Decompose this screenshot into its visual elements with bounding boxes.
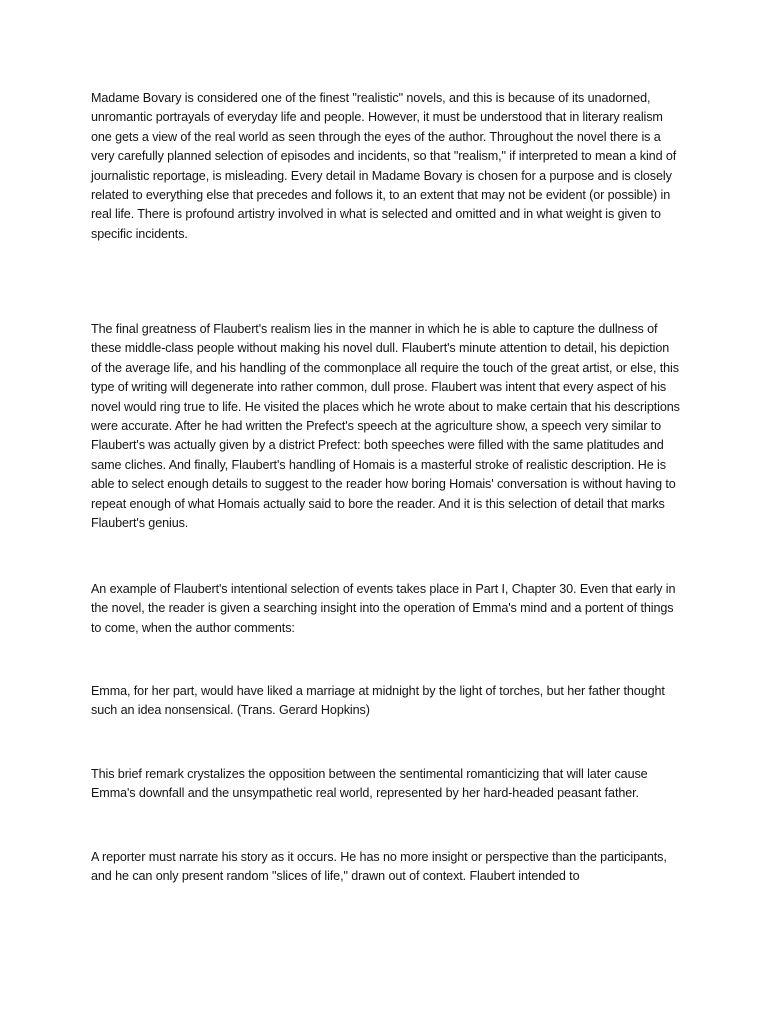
paragraph-flaubert-greatness: The final greatness of Flaubert's realism lies in the manner in which he is able to capture the dullness of these middle-class people without making his novel dull. Flaubert's minute attention to detail, his depiction of the average life, and his handling of the commonplace all require the touch of the great artist, or else, this type of writing will degenerate into rather common, dull prose. Flaubert was intent that every aspect of his novel would ring true to life. He visited the places which he wrote about to make certain that his descriptions were accurate. After he had written the Prefect's speech at the agriculture show, a speech very similar to Flaubert's was actually given by a district Prefect: both speeches were filled with the same platitudes and same cliches. And finally, Flaubert's handling of Homais is a masterful stroke of realistic description. He is able to select enough details to suggest to the reader how boring Homais' conversation is without having to repeat enough of what Homais actually said to bore the reader. And it is this selection of detail that marks Flaubert's genius. <box>91 322 680 531</box>
paragraph-quotation: Emma, for her part, would have liked a marriage at midnight by the light of torches, but her father thought such an idea nonsensical. (Trans. Gerard Hopkins) <box>91 684 665 718</box>
paragraph-realism-intro: Madame Bovary is considered one of the finest "realistic" novels, and this is because of its unadorned, unromantic portrayals of everyday life and people. However, it must be understood that in literary realism one gets a view of the real world as seen through the eyes of the author. Throughout the novel there is a very carefully planned selection of episodes and incidents, so that "realism," if interpreted to mean a kind of journalistic reportage, is misleading. Every detail in Madame Bovary is chosen for a purpose and is closely related to everything else that precedes and follows it, to an extent that may not be evident (or possible) in real life. There is profound artistry involved in what is selected and omitted and in what weight is given to specific incidents. <box>91 91 677 241</box>
paragraph-remark-analysis: This brief remark crystalizes the opposition between the sentimental romanticizing that will later cause Emma's downfall and the unsympathetic real world, represented by her hard-headed peasant father. <box>91 767 648 801</box>
paragraph-selection-example: An example of Flaubert's intentional selection of events takes place in Part I, Chapter 30. Even that early in the novel, the reader is given a searching insight into the operation of Emma's mind and a portent of things to come, when the author comments: <box>91 582 676 635</box>
paragraph-reporter-comparison: A reporter must narrate his story as it occurs. He has no more insight or perspective than the participants, and he can only present random "slices of life," drawn out of context. Flaubert intended to <box>91 850 667 884</box>
